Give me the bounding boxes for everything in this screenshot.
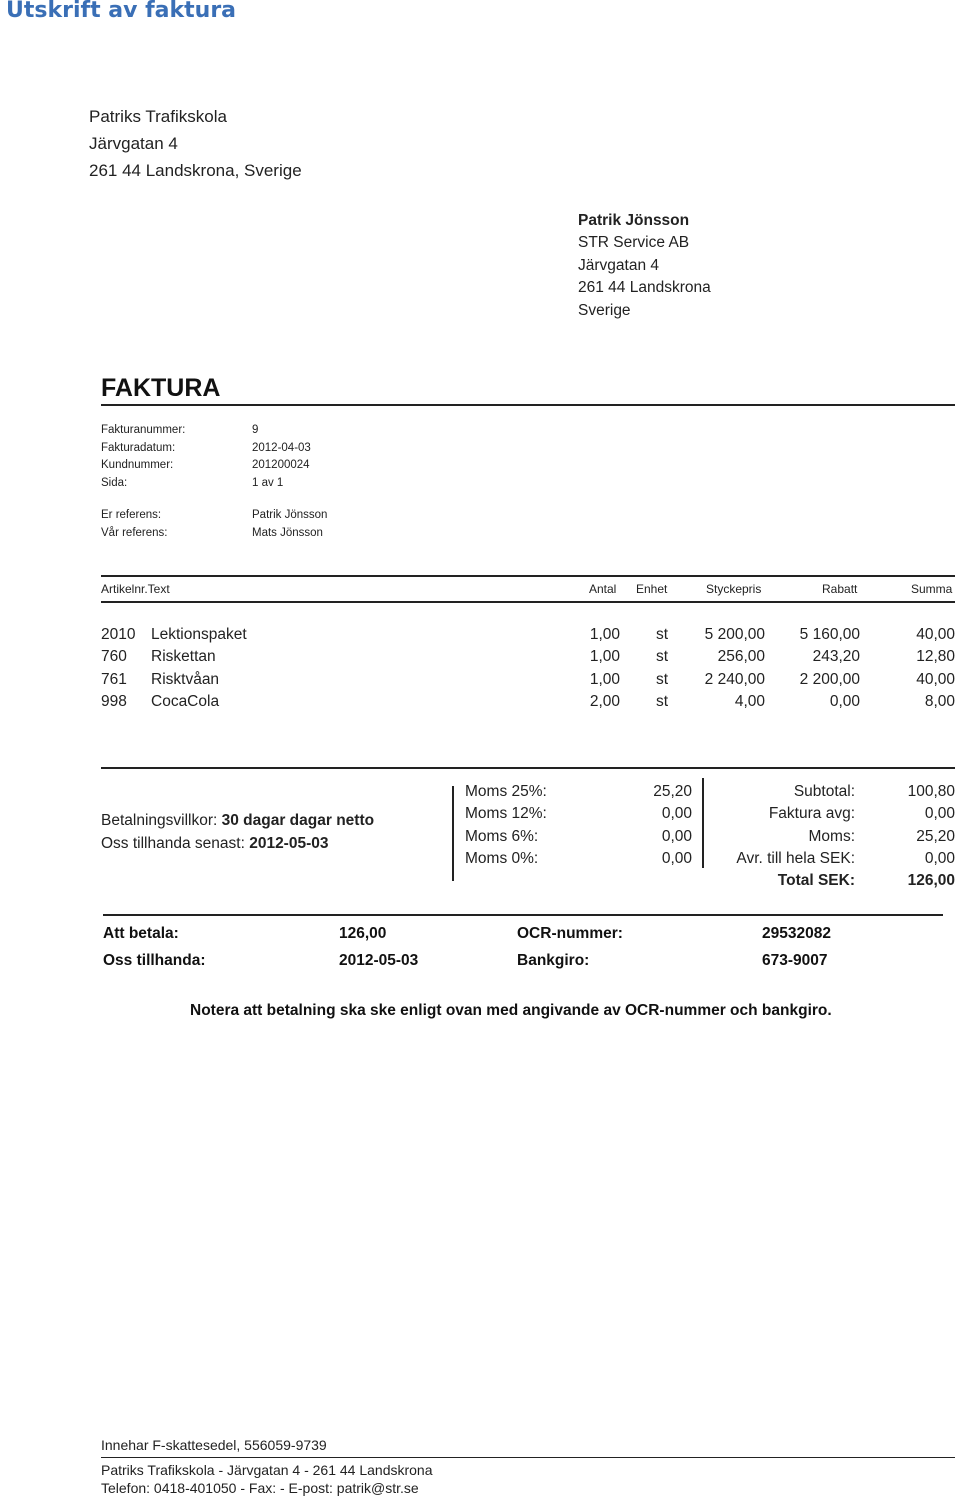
unit: st xyxy=(656,648,669,665)
discount: 243,20 xyxy=(812,648,860,665)
unit: st xyxy=(656,671,669,688)
recipient-name: Patrik Jönsson xyxy=(578,212,690,229)
vat-value: 0,00 xyxy=(661,805,692,822)
header-unit: Enhet xyxy=(636,582,668,596)
discount: 2 200,00 xyxy=(799,671,860,688)
qty: 1,00 xyxy=(589,648,620,665)
vat-divider xyxy=(452,786,454,881)
ocr-label: OCR-nummer: xyxy=(517,925,623,942)
ref-label: Vår referens: xyxy=(101,527,168,539)
document-title: Utskrift av faktura xyxy=(6,0,237,23)
meta-label: Kundnummer: xyxy=(101,459,174,471)
row-total: 40,00 xyxy=(916,671,955,688)
footer-rule xyxy=(101,1457,955,1458)
article-number: 998 xyxy=(101,693,127,710)
ocr-value: 29532082 xyxy=(762,925,831,942)
recipient-company: STR Service AB xyxy=(578,234,690,251)
meta-label: Fakturanummer: xyxy=(101,424,186,436)
article-number: 760 xyxy=(101,648,127,665)
header-qty: Antal xyxy=(589,582,617,596)
invoice-date: 2012-04-03 xyxy=(252,442,311,454)
ref-label: Er referens: xyxy=(101,509,162,521)
total-label: Total SEK: xyxy=(777,872,855,889)
vat-label: Moms 25%: xyxy=(465,783,547,800)
rounding-value: 0,00 xyxy=(924,850,955,867)
invoice-heading: FAKTURA xyxy=(101,374,221,402)
header-discount: Rabatt xyxy=(822,582,858,596)
vat-value: 0,00 xyxy=(661,850,692,867)
subtotal-value: 100,80 xyxy=(907,783,955,800)
bankgiro-label: Bankgiro: xyxy=(517,952,590,969)
footer-contact-line: Telefon: 0418-401050 - Fax: - E-post: patrik@str.se xyxy=(101,1480,419,1496)
invoice-fee-value: 0,00 xyxy=(924,805,955,822)
summary-rule xyxy=(101,767,955,769)
unit-price: 4,00 xyxy=(734,693,765,710)
row-total: 40,00 xyxy=(916,626,955,643)
unit: st xyxy=(656,626,669,643)
unit-price: 5 200,00 xyxy=(704,626,765,643)
discount: 0,00 xyxy=(829,693,860,710)
your-reference: Patrik Jönsson xyxy=(252,509,328,521)
article-text: Risktvåan xyxy=(151,671,220,688)
qty: 1,00 xyxy=(589,671,620,688)
total-value: 126,00 xyxy=(907,872,955,889)
bankgiro-value: 673-9007 xyxy=(762,952,828,969)
meta-label: Sida: xyxy=(101,477,128,489)
footer-address-line: Patriks Trafikskola - Järvgatan 4 - 261 44 Landskrona xyxy=(101,1462,433,1478)
payment-terms-label: Betalningsvillkor: xyxy=(101,812,218,829)
vat-label: Moms 6%: xyxy=(465,828,539,845)
amount-due-value: 126,00 xyxy=(339,925,387,942)
article-number: 761 xyxy=(101,671,127,688)
header-article-text: Artikelnr.Text xyxy=(101,582,170,596)
sender-city: 261 44 Landskrona, Sverige xyxy=(89,161,302,180)
unit: st xyxy=(656,693,669,710)
header-unit-price: Styckepris xyxy=(706,582,762,596)
summary-label: Avr. till hela SEK: xyxy=(736,850,855,867)
due-label: Oss tillhanda: xyxy=(103,952,206,969)
article-text: Riskettan xyxy=(151,648,216,665)
vat-value: 0,00 xyxy=(661,828,692,845)
our-reference: Mats Jönsson xyxy=(252,527,323,539)
qty: 2,00 xyxy=(589,693,620,710)
payment-note: Notera att betalning ska ske enligt ovan med angivande av OCR-nummer och bankgiro. xyxy=(190,1002,832,1019)
article-number: 2010 xyxy=(101,626,136,643)
due-date-line xyxy=(101,835,329,853)
summary-label: Moms: xyxy=(808,828,855,845)
meta-label: Fakturadatum: xyxy=(101,442,176,454)
footer-tax-line: Innehar F-skattesedel, 556059-9739 xyxy=(101,1437,327,1453)
recipient-country: Sverige xyxy=(578,302,631,319)
summary-label: Subtotal: xyxy=(793,783,855,800)
page-number: 1 av 1 xyxy=(252,477,284,489)
vat-label: Moms 12%: xyxy=(465,805,547,822)
summary-label: Faktura avg: xyxy=(768,805,855,822)
summary-divider xyxy=(702,778,704,868)
table-top-rule xyxy=(101,575,955,577)
due-date-label: Oss tillhanda senast: xyxy=(101,835,245,852)
due-date-value: 2012-05-03 xyxy=(249,835,329,852)
row-total: 12,80 xyxy=(916,648,955,665)
due-value: 2012-05-03 xyxy=(339,952,419,969)
payment-rule xyxy=(103,914,943,916)
amount-due-label: Att betala: xyxy=(103,925,179,942)
table-header-rule xyxy=(101,601,955,603)
sender-street: Järvgatan 4 xyxy=(89,134,178,153)
recipient-street: Järvgatan 4 xyxy=(578,257,659,274)
vat-value: 25,20 xyxy=(653,783,692,800)
customer-number: 201200024 xyxy=(252,459,310,471)
header-total: Summa xyxy=(911,582,953,596)
row-total: 8,00 xyxy=(924,693,955,710)
article-text: CocaCola xyxy=(151,693,220,710)
vat-label: Moms 0%: xyxy=(465,850,539,867)
recipient-city: 261 44 Landskrona xyxy=(578,279,711,296)
payment-terms xyxy=(101,812,374,830)
invoice-number: 9 xyxy=(252,424,259,436)
unit-price: 256,00 xyxy=(717,648,765,665)
vat-total-value: 25,20 xyxy=(916,828,955,845)
discount: 5 160,00 xyxy=(799,626,860,643)
heading-rule xyxy=(101,404,955,406)
qty: 1,00 xyxy=(589,626,620,643)
article-text: Lektionspaket xyxy=(151,626,247,643)
payment-terms-value: 30 dagar dagar netto xyxy=(221,812,375,829)
unit-price: 2 240,00 xyxy=(704,671,765,688)
sender-name: Patriks Trafikskola xyxy=(89,107,227,126)
